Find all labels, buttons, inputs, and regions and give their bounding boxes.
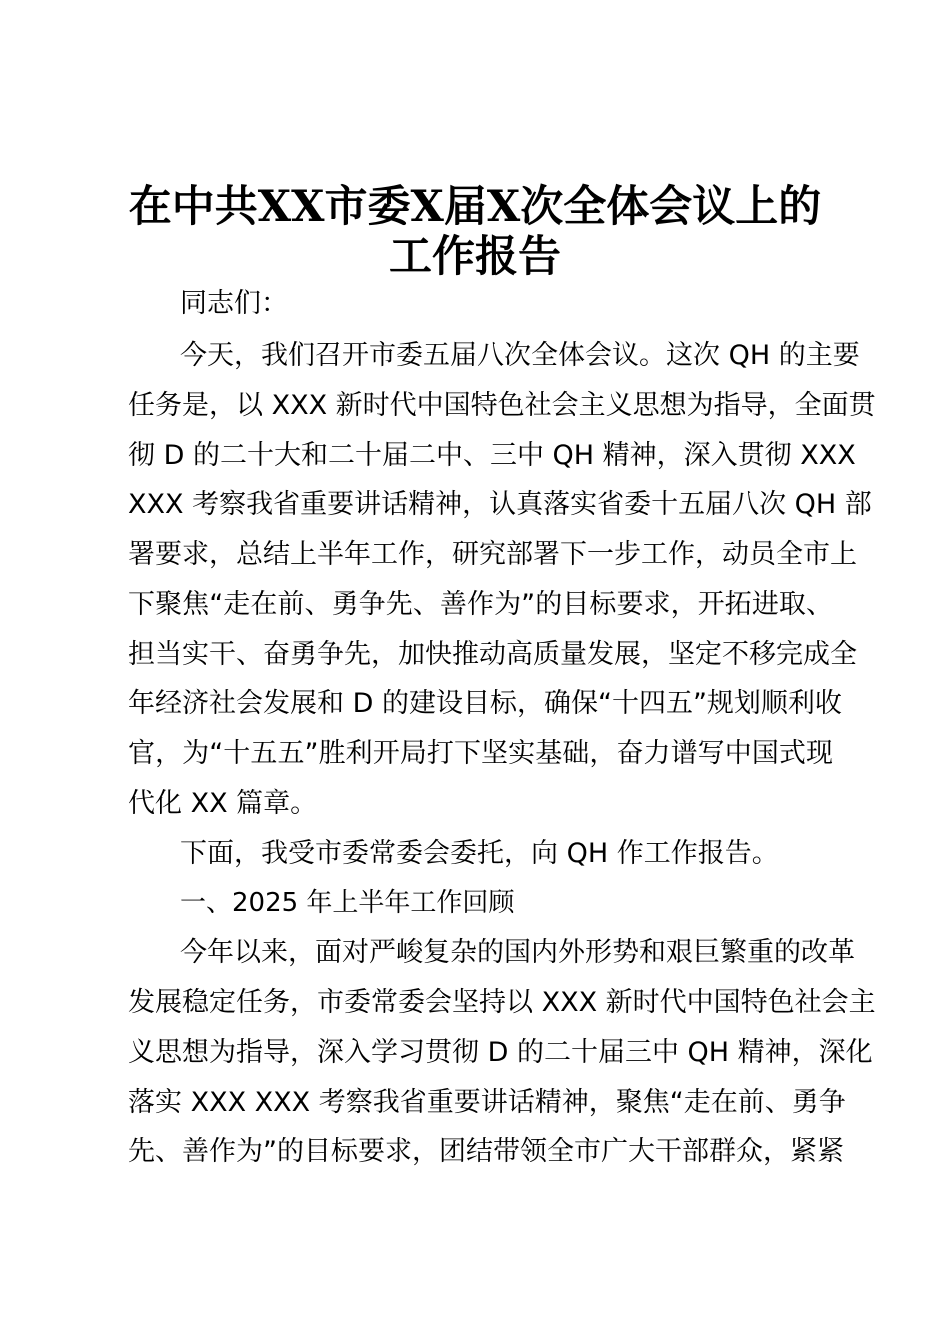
paragraph-1-line: 今天，我们召开市委五届八次全体会议。这次 QH 的主要 [180,340,860,371]
paragraph-3-line: 今年以来，面对严峻复杂的国内外形势和艰巨繁重的改革 [180,937,855,968]
salutation: 同志们： [180,288,288,319]
paragraph-1-line: 彻 D 的二十大和二十届二中、三中 QH 精神，深入贯彻 XXX [128,440,856,471]
paragraph-1-line: 下聚焦“走在前、勇争先、善作为”的目标要求，开拓进取、 [128,589,833,620]
paragraph-1-line: 任务是，以 XXX 新时代中国特色社会主义思想为指导，全面贯 [128,390,876,421]
paragraph-3-line: 落实 XXX XXX 考察我省重要讲话精神，聚焦“走在前、勇争 [128,1087,846,1118]
paragraph-3-line: 先、善作为”的目标要求，团结带领全市广大干部群众，紧紧 [128,1136,844,1167]
paragraph-3-line: 发展稳定任务，市委常委会坚持以 XXX 新时代中国特色社会主 [128,987,876,1018]
paragraph-1-line: 代化 XX 篇章。 [128,788,318,819]
paragraph-1-line: 担当实干、奋勇争先，加快推动高质量发展，坚定不移完成全 [128,639,857,670]
paragraph-3-line: 义思想为指导，深入学习贯彻 D 的二十届三中 QH 精神，深化 [128,1037,873,1068]
document-title-line-2: 工作报告 [389,232,561,282]
paragraph-1-line: 官，为“十五五”胜利开局打下坚实基础，奋力谱写中国式现 [128,738,833,769]
paragraph-1-line: 年经济社会发展和 D 的建设目标，确保“十四五”规划顺利收 [128,688,842,719]
document-title-line-1: 在中共XX市委X届X次全体会议上的 [128,182,822,232]
paragraph-2: 下面，我受市委常委会委托，向 QH 作工作报告。 [180,838,779,869]
section-heading: 一、2025 年上半年工作回顾 [180,888,515,918]
paragraph-1-line: XXX 考察我省重要讲话精神，认真落实省委十五届八次 QH 部 [128,489,872,520]
paragraph-1-line: 署要求，总结上半年工作，研究部署下一步工作，动员全市上 [128,539,857,570]
